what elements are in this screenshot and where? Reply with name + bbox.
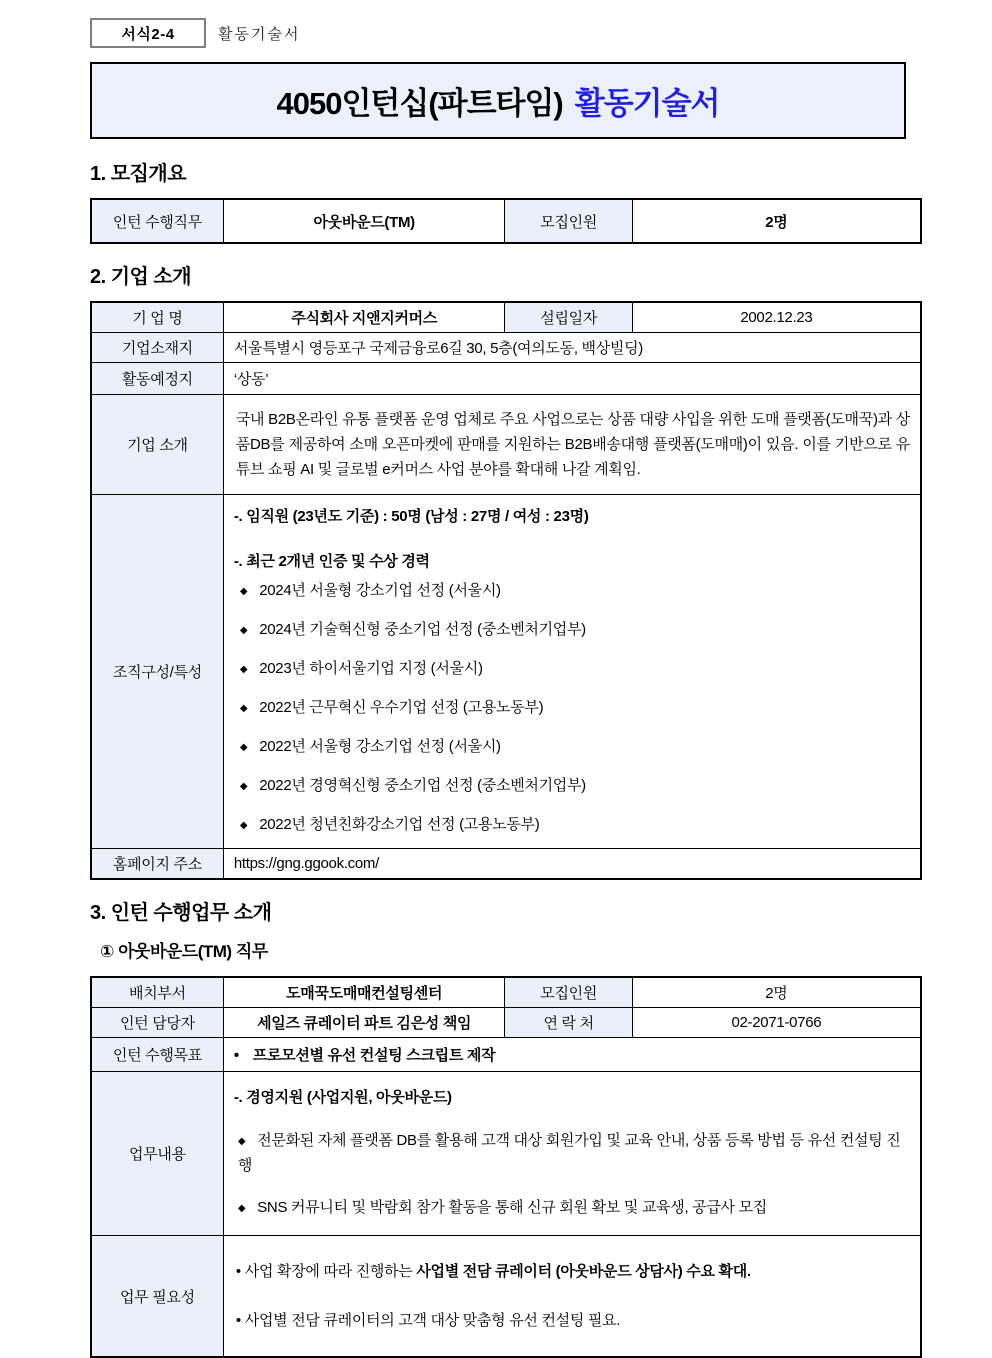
recruit-count-label: 모집인원 — [505, 199, 632, 243]
contact-label: 연 락 처 — [505, 1008, 632, 1038]
banner-title-main: 4050인턴십(파트타임) — [276, 86, 563, 121]
need-label: 업무 필요성 — [91, 1236, 223, 1358]
table-row — [91, 333, 921, 363]
award-text: 2022년 서울형 강소기업 선정 (서울시) — [259, 738, 501, 755]
homepage-label: 홈페이지 주소 — [91, 849, 223, 880]
founded-label: 설립일자 — [505, 302, 632, 333]
company-intro-label: 기업 소개 — [91, 395, 223, 495]
diamond-bullet-icon: ◆ — [239, 664, 248, 675]
list-item — [238, 1129, 908, 1178]
recruit-overview-table — [90, 198, 922, 244]
need-text-prefix: 사업 확장에 따라 진행하는 — [244, 1263, 417, 1280]
section3-subheading: ① 아웃바운드(TM) 직무 — [100, 942, 268, 961]
need-line-1 — [236, 1260, 910, 1283]
form-code: 서식2-4 — [121, 25, 175, 43]
need-text: 사업별 전담 큐레이터의 고객 대상 맞춤형 유선 컨설팅 필요. — [244, 1312, 621, 1329]
company-intro-text: 국내 B2B온라인 유통 플랫폼 운영 업체로 주요 사업으로는 상품 대량 사입을 위한 도매 플랫폼(도매꾹)과 상품DB를 제공하여 소매 오픈마켓에 판매를 지원하는 B2B배송대행 플랫폼(도매매)이 있음. 이를 기반으로 유튜브 쇼핑 AI 및 글로벌 e커머스 사업 분야를 확대해 나갈 계획임. — [235, 411, 910, 478]
recruit-count-value: 2명 — [632, 199, 921, 243]
recruit-count-value: 2명 — [632, 977, 921, 1008]
dot-bullet-icon: • — [235, 1263, 241, 1280]
activity-location-value: ‘상동’ — [223, 363, 921, 395]
tasks-list — [234, 1129, 908, 1221]
table-row — [91, 199, 921, 243]
list-item — [240, 813, 910, 838]
org-structure-cell — [223, 495, 921, 849]
founded-value: 2002.12.23 — [632, 302, 921, 333]
need-line-2 — [236, 1309, 910, 1332]
award-text: 2022년 경영혁신형 중소기업 선정 (중소벤처기업부) — [259, 777, 586, 794]
manager-label: 인턴 담당자 — [91, 1008, 223, 1038]
dot-bullet-icon: • — [235, 1312, 241, 1329]
homepage-url: https://gng.ggook.com/ — [223, 849, 921, 880]
diamond-bullet-icon: ◆ — [239, 625, 248, 636]
dept-label: 배치부서 — [91, 977, 223, 1008]
company-name-label: 기 업 명 — [91, 302, 223, 333]
address-label: 기업소재지 — [91, 333, 223, 363]
award-text: 2023년 하이서울기업 지정 (서울시) — [259, 660, 483, 677]
dept-value: 도매꾹도매매컨설팅센터 — [223, 977, 505, 1008]
intern-job-value: 아웃바운드(TM) — [223, 199, 505, 243]
goal-label: 인턴 수행목표 — [91, 1038, 223, 1072]
address-value: 서울특별시 영등포구 국제금융로6길 30, 5층(여의도동, 백상빌딩) — [223, 333, 921, 363]
list-item — [240, 774, 910, 799]
table-row — [91, 1236, 921, 1358]
banner-title-accent: 활동기술서 — [574, 86, 720, 121]
company-intro-cell — [223, 395, 921, 495]
diamond-bullet-icon: ◆ — [237, 1203, 246, 1214]
company-name-value: 주식회사 지앤지커머스 — [223, 302, 505, 333]
list-item — [240, 657, 910, 682]
table-row — [91, 495, 921, 849]
award-text: 2024년 서울형 강소기업 선정 (서울시) — [259, 582, 501, 599]
form-code-box — [90, 18, 206, 48]
tasks-heading: -. 경영지원 (사업지원, 아웃바운드) — [233, 1089, 452, 1106]
form-tag-row — [90, 18, 922, 48]
intern-job-label: 인턴 수행직무 — [91, 199, 223, 243]
diamond-bullet-icon: ◆ — [239, 820, 248, 831]
list-item — [238, 1196, 908, 1221]
org-structure-label: 조직구성/특성 — [91, 495, 223, 849]
table-row — [91, 302, 921, 333]
diamond-bullet-icon: ◆ — [239, 586, 248, 597]
list-item — [240, 696, 910, 721]
table-row — [91, 1072, 921, 1236]
award-text: 2022년 청년친화강소기업 선정 (고용노동부) — [259, 816, 540, 833]
title-banner — [90, 62, 906, 139]
table-row — [91, 1008, 921, 1038]
need-text-bold: 사업별 전담 큐레이터 (아웃바운드 상담사) 수요 확대. — [416, 1263, 751, 1280]
diamond-bullet-icon: ◆ — [239, 742, 248, 753]
list-item — [240, 579, 910, 604]
award-text: 2024년 기술혁신형 중소기업 선정 (중소벤처기업부) — [259, 621, 586, 638]
job-detail-table — [90, 976, 922, 1358]
manager-value: 세일즈 큐레이터 파트 김은성 책임 — [223, 1008, 505, 1038]
table-row — [91, 1038, 921, 1072]
need-cell — [223, 1236, 921, 1358]
form-type-label: 활동기술서 — [218, 25, 301, 43]
diamond-bullet-icon: ◆ — [239, 703, 248, 714]
contact-value: 02-2071-0766 — [632, 1008, 921, 1038]
diamond-bullet-icon: ◆ — [237, 1136, 246, 1147]
dot-bullet-icon: • — [233, 1047, 239, 1064]
table-row — [91, 849, 921, 880]
task-text: 전문화된 자체 플랫폼 DB를 활용해 고객 대상 회원가입 및 교육 안내, 상품 등록 방법 등 유선 컨설팅 진행 — [237, 1132, 901, 1174]
goal-value: 프로모션별 유선 컨설팅 스크립트 제작 — [252, 1047, 496, 1064]
company-info-table — [90, 301, 922, 880]
section1-heading: 1. 모집개요 — [90, 163, 187, 185]
table-row — [91, 977, 921, 1008]
list-item — [240, 735, 910, 760]
goal-cell — [223, 1038, 921, 1072]
activity-location-label: 활동예정지 — [91, 363, 223, 395]
task-text: SNS 커뮤니티 및 박람회 참가 활동을 통해 신규 회원 확보 및 교육생, 공급사 모집 — [257, 1199, 767, 1216]
list-item — [240, 618, 910, 643]
award-text: 2022년 근무혁신 우수기업 선정 (고용노동부) — [259, 699, 544, 716]
org-awards-title: -. 최근 2개년 인증 및 수상 경력 — [233, 553, 430, 570]
org-headcount: -. 임직원 (23년도 기준) : 50명 (남성 : 27명 / 여성 : 23명) — [233, 508, 589, 525]
table-row — [91, 363, 921, 395]
awards-list — [234, 579, 910, 838]
tasks-cell — [223, 1072, 921, 1236]
section2-heading: 2. 기업 소개 — [90, 266, 192, 288]
section3-heading: 3. 인턴 수행업무 소개 — [90, 902, 272, 924]
recruit-count-label: 모집인원 — [505, 977, 632, 1008]
diamond-bullet-icon: ◆ — [239, 781, 248, 792]
tasks-label: 업무내용 — [91, 1072, 223, 1236]
table-row — [91, 395, 921, 495]
